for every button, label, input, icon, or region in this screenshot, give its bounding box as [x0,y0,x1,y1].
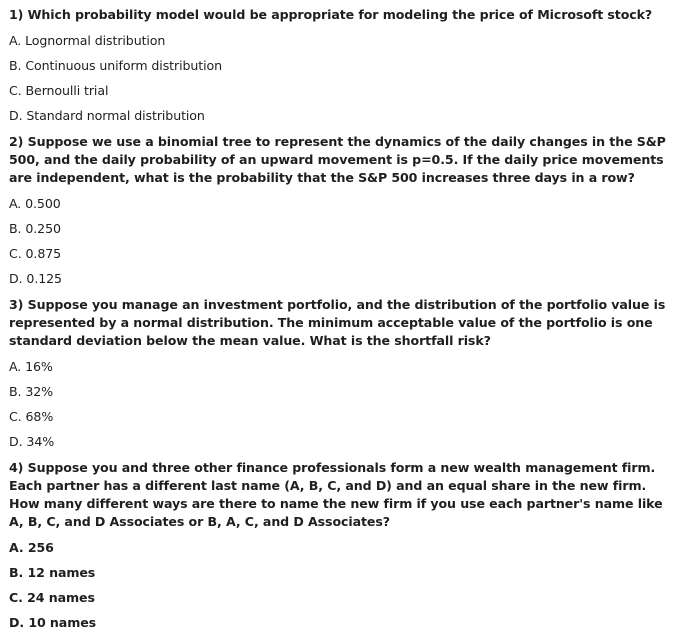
question-4-option-c[interactable]: C. 24 names [9,589,95,605]
question-2-option-d[interactable]: D. 0.125 [9,270,62,286]
question-3-option-d[interactable]: D. 34% [9,433,55,449]
question-2-text: 2) Suppose we use a binomial tree to represent the dynamics of the daily changes in the S&P 500, and the daily probability of an upward movement is p=0.5. If the daily price movements are independent, what is the probability that the S&P 500 increases three days in a row? [9,134,666,185]
question-4-option-a[interactable]: A. 256 [9,539,54,555]
question-block-1 [9,0,674,128]
question-4-text: 4) Suppose you and three other finance professionals form a new wealth management firm. Each partner has a different last name (A, B, C, and D) and an equal share in the new firm. How many different ways are there to name the new firm if you use each partner's name like A, B, C, and D Associates or B, A, C, and D Associates? [9,460,663,529]
question-1-text: 1) Which probability model would be appropriate for modeling the price of Microsoft stock? [9,7,653,22]
question-3-text: 3) Suppose you manage an investment portfolio, and the distribution of the portfolio value is represented by a normal distribution. The minimum acceptable value of the portfolio is one standard deviation below the mean value. What is the shortfall risk? [9,297,666,348]
question-3-option-c[interactable]: C. 68% [9,408,54,424]
question-4-option-b[interactable]: B. 12 names [9,564,96,580]
question-4-option-d[interactable]: D. 10 names [9,614,97,630]
question-2-option-b[interactable]: B. 0.250 [9,220,61,236]
question-2-option-c[interactable]: C. 0.875 [9,245,62,261]
question-1-option-a[interactable]: A. Lognormal distribution [9,32,166,48]
question-1-option-c[interactable]: C. Bernoulli trial [9,82,109,98]
question-block-4 [9,454,674,635]
question-1-option-d[interactable]: D. Standard normal distribution [9,107,205,123]
question-1-option-b[interactable]: B. Continuous uniform distribution [9,57,222,73]
question-3-option-a[interactable]: A. 16% [9,358,53,374]
question-block-2 [9,128,674,291]
question-3-option-b[interactable]: B. 32% [9,383,54,399]
question-block-3 [9,291,674,454]
question-2-option-a[interactable]: A. 0.500 [9,195,61,211]
